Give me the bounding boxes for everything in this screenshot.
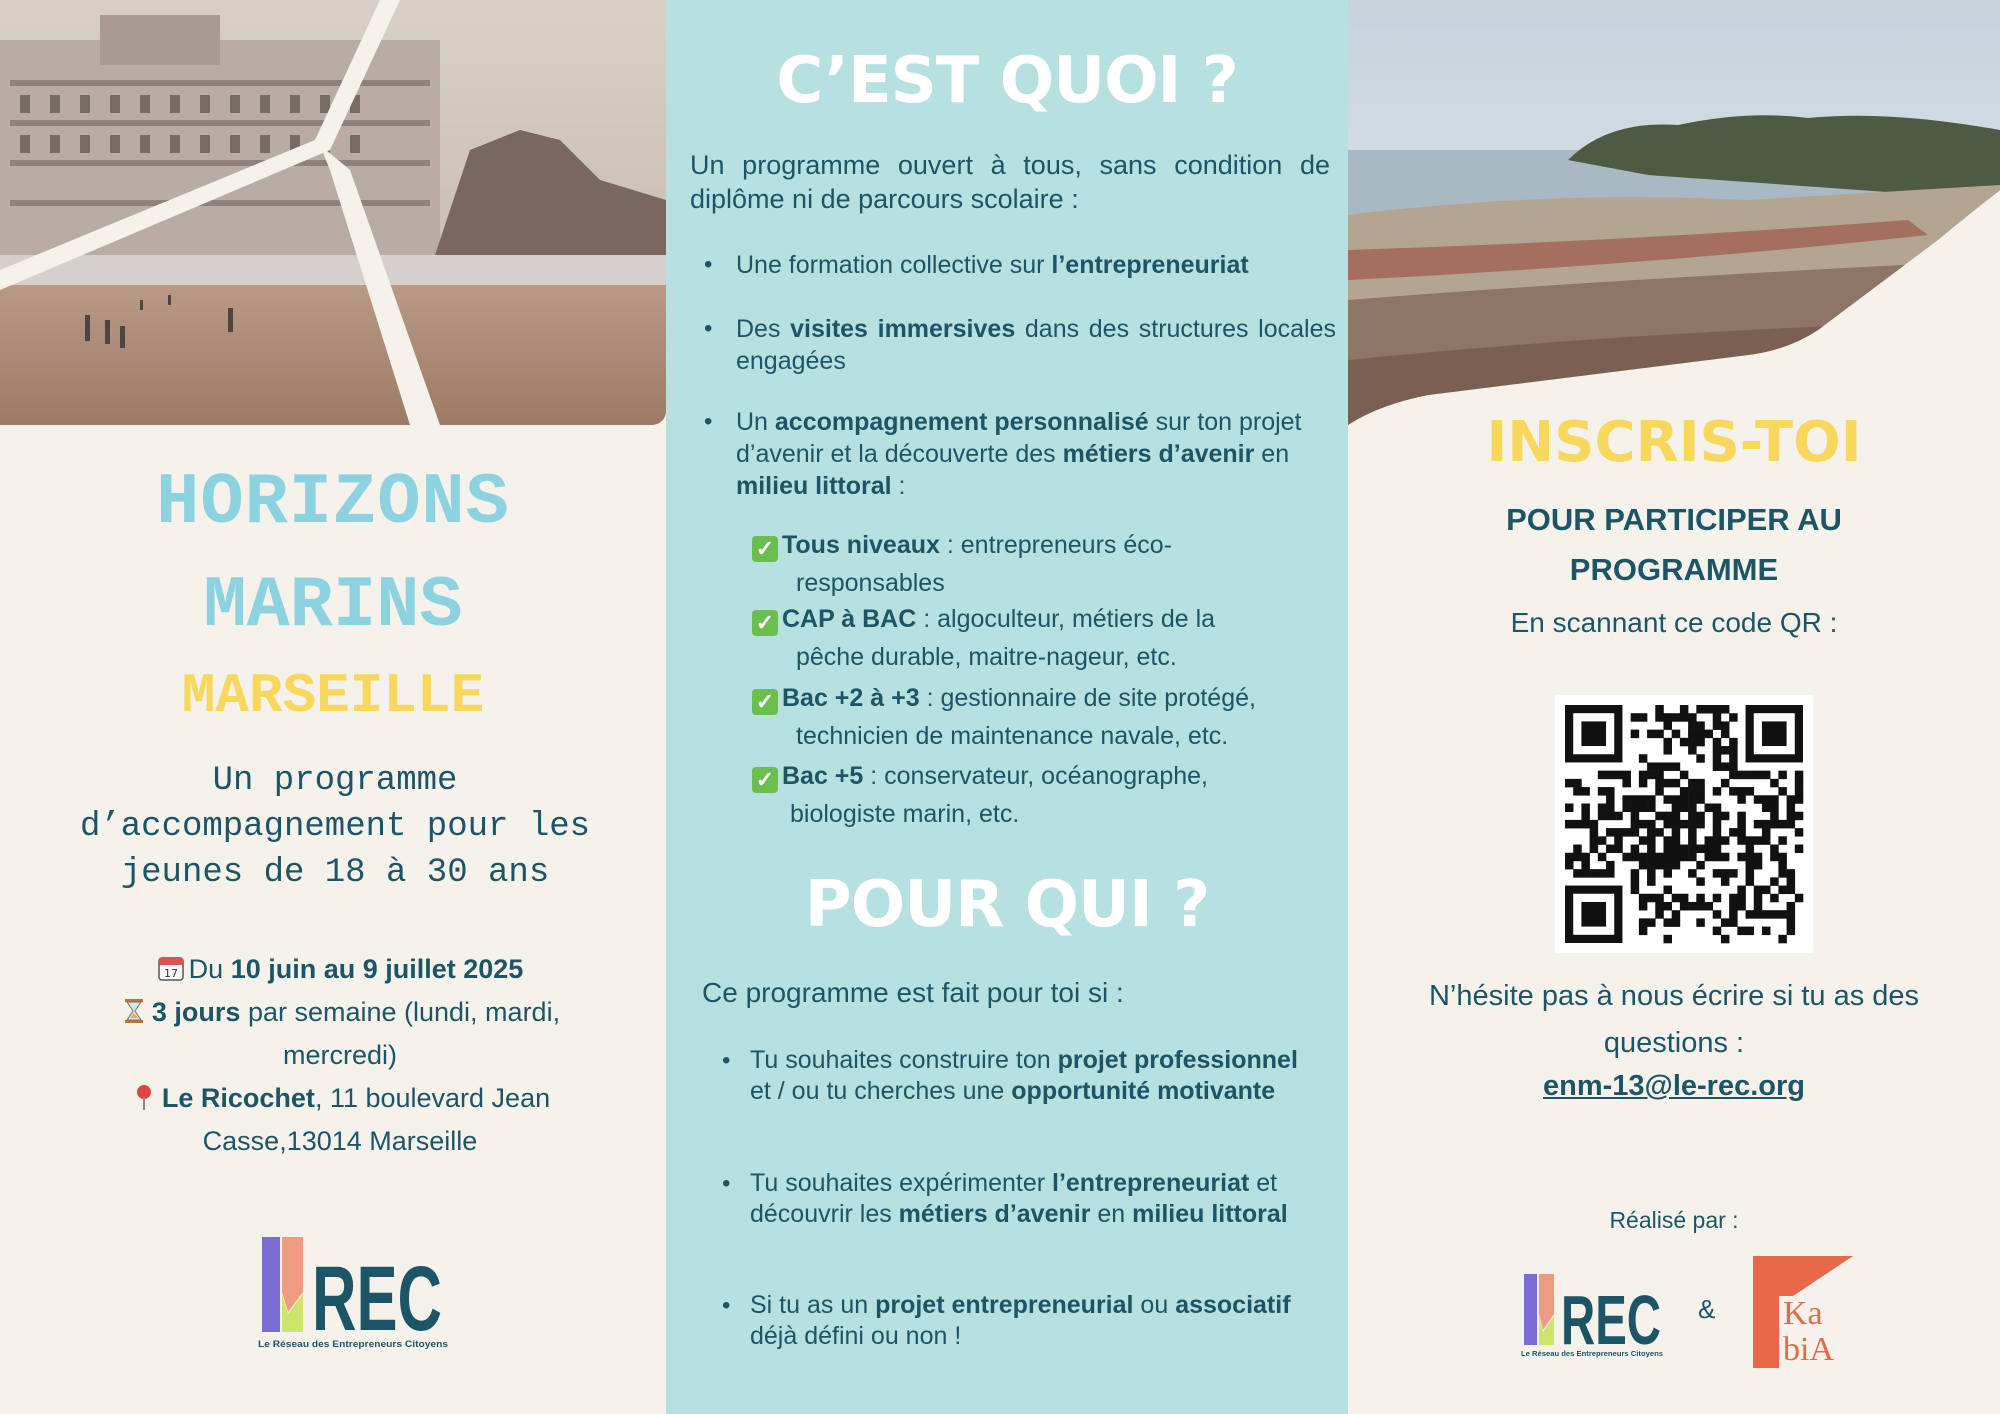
check-item [752, 757, 1312, 833]
check-bold: Tous niveaux [782, 531, 940, 559]
coast-photo [1348, 0, 2000, 425]
text: dans des structures locales engagées [736, 315, 1336, 375]
text-bold: milieu littoral [1132, 1200, 1288, 1228]
inscris-heading: INSCRIS-TOI [1486, 410, 1862, 475]
check-bold: CAP à BAC [782, 605, 917, 633]
text-bold: métiers d’avenir [1062, 440, 1255, 468]
credits-label: Réalisé par : [1609, 1207, 1739, 1233]
dates-prefix: Du [188, 954, 231, 984]
list-item [750, 1168, 1320, 1230]
check-item [752, 526, 1312, 602]
logo-text: REC [312, 1248, 442, 1350]
text: Une formation collective sur [736, 251, 1052, 279]
check-text: : algoculteur, métiers de la [916, 605, 1216, 633]
text: Tu souhaites construire ton [750, 1046, 1058, 1074]
text-bold: l’entrepreneuriat [1051, 251, 1249, 279]
rec-logo [258, 1232, 448, 1350]
text-bold: opportunité motivante [1011, 1077, 1276, 1105]
check-text: : gestionnaire de site protégé, [919, 684, 1256, 712]
text-bold: projet entrepreneurial [875, 1291, 1134, 1319]
ampersand: & [1698, 1294, 1716, 1324]
text: ou [1133, 1291, 1176, 1319]
list-item [736, 406, 1336, 502]
kabia-line-1: Ka [1783, 1295, 1823, 1332]
place-address: , 11 boulevard Jean Casse,13014 Marseille [202, 1083, 551, 1156]
svg-text:17: 17 [163, 967, 178, 980]
calendar-icon [157, 954, 185, 982]
checkmark-icon: ✓ [752, 689, 778, 715]
text: sur ton projet d’avenir et la découverte des [736, 408, 1302, 468]
check-continuation: technicien de maintenance navale, etc. [796, 722, 1229, 750]
qui-intro-text: Ce programme est fait pour toi si : [702, 977, 1124, 1008]
email-link[interactable]: enm-13@le-rec.org [1543, 1070, 1805, 1102]
check-text: : conservateur, océanographe, [863, 762, 1208, 790]
text-bold: l’entrepreneuriat [1052, 1169, 1250, 1197]
rec-logo-small [1521, 1270, 1663, 1358]
pin-icon [130, 1083, 158, 1111]
participate-subheading: POUR PARTICIPER AU PROGRAMME [1506, 502, 1842, 587]
text: Tu souhaites expérimenter [750, 1169, 1053, 1197]
text: en [1254, 440, 1290, 468]
check-text: : entrepreneurs éco- [939, 531, 1172, 559]
info-place [70, 1077, 610, 1163]
title-line-1: HORIZONS [156, 462, 510, 544]
kabia-line-2: biA [1783, 1331, 1834, 1368]
scan-instruction: En scannant ce code QR : [1510, 607, 1838, 638]
text-bold: accompagnement personnalisé [774, 408, 1149, 436]
list-item [750, 1290, 1320, 1352]
program-subtitle: Un programme d’accompagnement pour les jeunes de 18 à 30 ans [79, 762, 591, 892]
text: déjà défini ou non ! [750, 1322, 962, 1350]
intro-text: Un programme ouvert à tous, sans condition de diplôme ni de parcours scolaire : [690, 150, 1330, 214]
check-item [752, 600, 1312, 676]
text: Si tu as un [750, 1291, 876, 1319]
heading-pour-qui: POUR QUI ? [804, 868, 1210, 942]
check-continuation: responsables [796, 569, 945, 597]
text: Un [736, 408, 775, 436]
check-bold: Bac +2 à +3 [782, 684, 920, 712]
days-value: 3 jours [151, 997, 241, 1027]
contact-text: N’hésite pas à nous écrire si tu as des questions : [1428, 980, 1920, 1059]
info-days [70, 991, 610, 1077]
text-bold: projet professionnel [1057, 1046, 1298, 1074]
logo-tagline: Le Réseau des Entrepreneurs Citoyens [1521, 1351, 1663, 1358]
check-item [752, 679, 1312, 755]
days-rest: par semaine (lundi, mardi, mercredi) [240, 997, 561, 1070]
text: et / ou tu cherches une [750, 1077, 1012, 1105]
text: : [891, 472, 906, 500]
list-item [736, 249, 1336, 281]
text: en [1090, 1200, 1133, 1228]
text: et découvrir les [750, 1169, 1278, 1228]
place-name: Le Ricochet [161, 1083, 315, 1113]
right-panel [1348, 0, 2000, 1414]
text-bold: métiers d’avenir [898, 1200, 1091, 1228]
info-dates [70, 948, 610, 991]
heading-cest-quoi: C’EST QUOI ? [776, 44, 1238, 118]
checkmark-icon: ✓ [752, 610, 778, 636]
checkmark-icon: ✓ [752, 536, 778, 562]
check-continuation: pêche durable, maitre-nageur, etc. [796, 643, 1177, 671]
kabia-logo [1753, 1256, 1863, 1368]
hourglass-icon [120, 997, 148, 1025]
text: Des [736, 315, 791, 343]
list-item [736, 313, 1336, 377]
middle-panel [666, 0, 1348, 1414]
logo-tagline: Le Réseau des Entrepreneurs Citoyens [258, 1339, 448, 1350]
check-continuation: biologiste marin, etc. [790, 800, 1020, 828]
text-bold: associatif [1175, 1291, 1291, 1319]
text-bold: visites immersives [790, 315, 1016, 343]
title-city: MARSEILLE [181, 664, 485, 728]
beach-city-photo [0, 0, 666, 425]
left-panel [0, 0, 666, 1414]
dates-value: 10 juin au 9 juillet 2025 [230, 954, 524, 984]
check-bold: Bac +5 [782, 762, 864, 790]
logo-text: REC [1561, 1281, 1661, 1358]
title-line-2: MARINS [203, 565, 463, 647]
checkmark-icon: ✓ [752, 767, 778, 793]
qr-code[interactable] [1555, 695, 1813, 953]
list-item [750, 1045, 1320, 1107]
text-bold: milieu littoral [736, 472, 892, 500]
